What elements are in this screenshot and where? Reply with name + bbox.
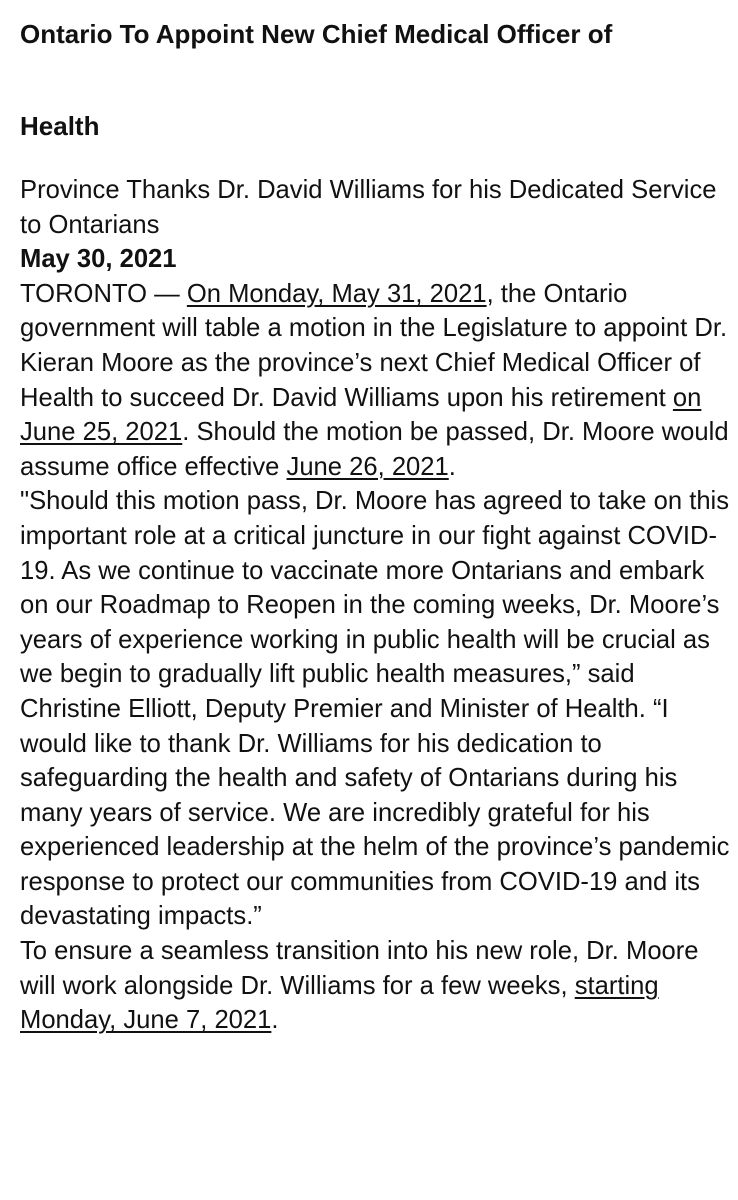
paragraph-quote: "Should this motion pass, Dr. Moore has agreed to take on this important role at a critical juncture in our fight against COVID-19. As we continue to vaccinate more Ontarians and embark on our Roadmap to Reopen in the coming weeks, Dr. Moore’s years of experience working in public health will be crucial as we begin to gradually lift public health measures,” said Christine Elliott, Deputy Premier and Minister of Health. “I would like to thank Dr. Williams for his dedication to safeguarding the health and safety of Ontarians during his many years of service. We are incredibly grateful for his experienced leadership at the helm of the province’s pandemic response to protect our communities from COVID-19 and its devastating impacts.” — [20, 487, 730, 931]
release-subtitle: Province Thanks Dr. David Williams for his Dedicated Service to Ontarians — [20, 176, 717, 239]
date-link-june-7[interactable]: starting Monday, June 7, 2021 — [20, 971, 659, 1035]
announcement-text-a: , the Ontario government will table a motion in the Legislature to appoint Dr. Kieran Moore as the province’s next Chief Medical Officer of Health to succeed Dr. David Williams upon his retirement — [20, 279, 728, 412]
transition-text-b: . — [271, 1006, 279, 1035]
paragraph-announcement — [20, 277, 735, 485]
announcement-text-c: . — [448, 452, 456, 481]
release-body — [20, 173, 735, 1038]
date-link-june-26[interactable]: June 26, 2021 — [286, 452, 449, 481]
date-link-june-25[interactable]: on June 25, 2021 — [20, 383, 702, 447]
date-link-may-31[interactable]: On Monday, May 31, 2021 — [186, 279, 487, 308]
release-title-line-1: Ontario To Appoint New Chief Medical Officer of — [20, 19, 613, 49]
paragraph-transition — [20, 934, 735, 1038]
dateline: TORONTO — — [20, 279, 187, 308]
announcement-text-b: . Should the motion be passed, Dr. Moore would assume office effective — [20, 418, 729, 481]
release-title-line-2: Health — [20, 111, 100, 141]
release-date: May 30, 2021 — [20, 245, 177, 274]
transition-text-a: To ensure a seamless transition into his new role, Dr. Moore will work alongside Dr. Williams for a few weeks, — [20, 937, 699, 1000]
